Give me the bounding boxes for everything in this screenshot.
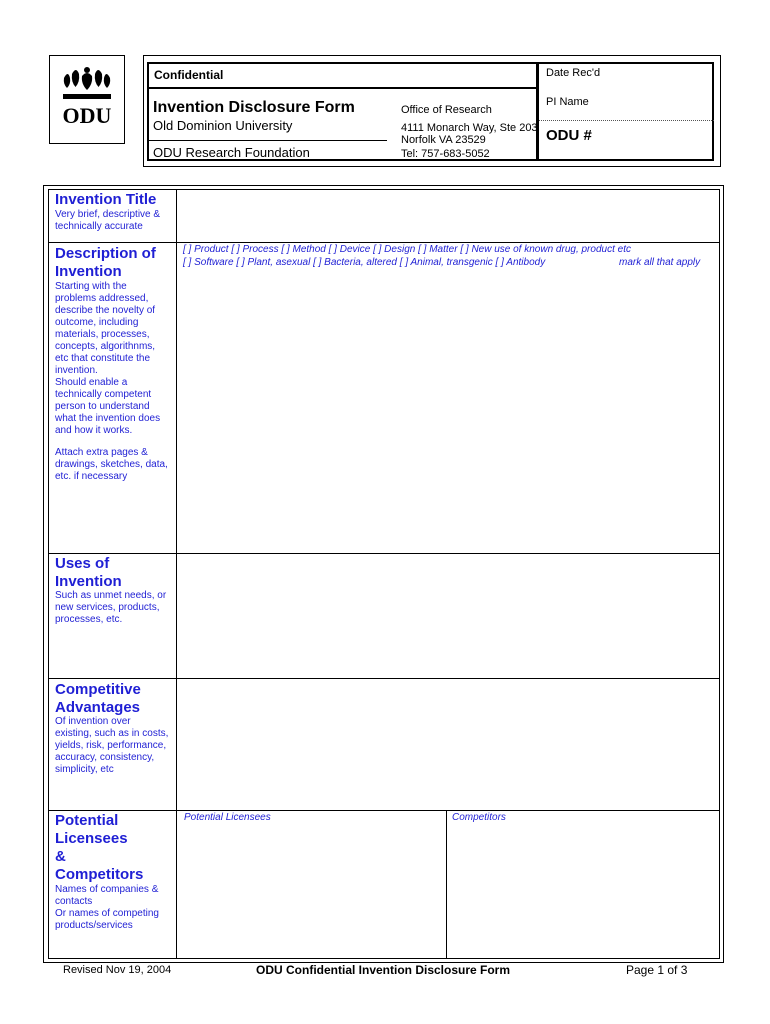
label-column-divider [176,189,177,959]
odu-crown-logo-icon [50,56,124,143]
licensees-competitors-hint: Names of companies & contacts Or names of competing products/services [55,884,159,931]
licensees-competitors-heading: Potential Licensees & Competitors [55,812,144,883]
competitors-label: Competitors [452,812,506,823]
header-rule-2 [147,140,387,141]
pi-name-field[interactable]: PI Name [546,96,589,108]
licensees-competitors-divider [446,810,447,959]
potential-licensees-label: Potential Licensees [184,812,271,823]
uses-hint: Such as unmet needs, or new services, products, processes, etc. [55,590,167,625]
invention-title-heading: Invention Title [55,191,157,208]
date-received-field[interactable]: Date Rec'd [546,67,601,79]
row-divider-description [48,553,720,554]
row-divider-competitive [48,810,720,811]
description-input[interactable] [178,272,718,551]
competitive-advantages-heading: Competitive Advantages [55,681,141,716]
competitors-input[interactable] [448,826,718,957]
invention-title-hint: Very brief, descriptive & technically accurate [55,209,161,232]
invention-type-options-row-2[interactable]: [ ] Software [ ] Plant, asexual [ ] Bacteria, altered [ ] Animal, transgenic [ ] Antibody [183,257,546,268]
header-rule [147,87,538,89]
description-attach-hint: Attach extra pages & drawings, sketches, data, etc. if necessary [55,447,168,482]
page-number: Page 1 of 3 [626,963,688,977]
row-divider-title [48,242,720,243]
pi-name-rule [539,120,714,122]
university-name: Old Dominion University [153,118,293,133]
form-title: Invention Disclosure Form [153,99,355,116]
odu-logo [49,55,125,144]
invention-type-options-row-1[interactable]: [ ] Product [ ] Process [ ] Method [ ] Device [ ] Design [ ] Matter [ ] New use of known drug, product etc [183,244,631,255]
footer-title: ODU Confidential Invention Disclosure Form [256,963,511,977]
uses-input[interactable] [178,555,718,676]
address-line-1: 4111 Monarch Way, Ste 203 [401,122,538,134]
uses-heading: Uses of Invention [55,555,122,590]
office-name: Office of Research [401,104,492,116]
foundation-name: ODU Research Foundation [153,145,310,160]
description-hint: Starting with the problems addressed, describe the novelty of outcome, including materials, processes, concepts, algorithnms, etc that constitute the invention. Should enable a technically competent person to understand what the invention does and how it works. [55,281,161,436]
invention-title-input[interactable] [178,191,718,241]
telephone: Tel: 757-683-5052 [401,148,490,160]
description-heading: Description of Invention [55,245,156,280]
row-divider-uses [48,678,720,679]
mark-all-note: mark all that apply [619,257,701,268]
confidential-label: Confidential [154,68,224,82]
competitive-advantages-input[interactable] [178,680,718,808]
logo-wordmark: ODU [62,103,112,128]
potential-licensees-input[interactable] [178,826,444,957]
revision-date: Revised Nov 19, 2004 [63,964,172,976]
header-divider [536,62,539,161]
address-line-2: Norfolk VA 23529 [401,134,486,146]
odu-number-field[interactable]: ODU # [546,127,592,144]
competitive-advantages-hint: Of invention over existing, such as in costs, yields, risk, performance, accuracy, consistency, simplicity, etc [55,716,169,775]
